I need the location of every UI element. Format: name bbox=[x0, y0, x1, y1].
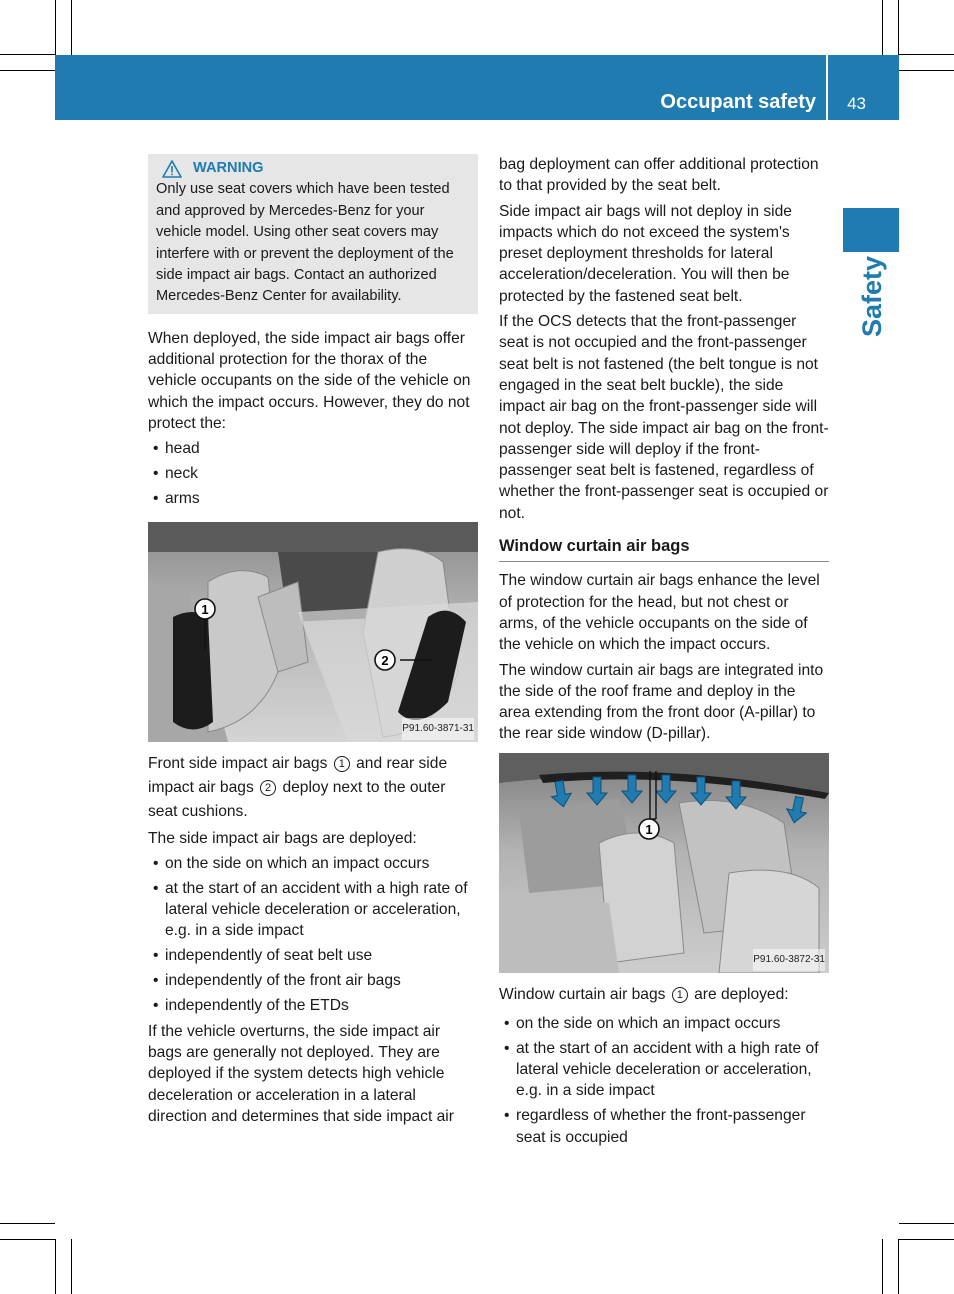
section-title: Occupant safety bbox=[660, 91, 816, 113]
left-column bbox=[148, 154, 478, 1131]
warning-triangle-icon bbox=[162, 160, 182, 178]
list-item: • head bbox=[148, 438, 478, 459]
caption-part: are deployed: bbox=[694, 985, 789, 1003]
crop-mark bbox=[0, 70, 55, 71]
figure-code: P91.60-3872-31 bbox=[753, 949, 825, 970]
list-item: • neck bbox=[148, 463, 478, 484]
callout-1-label: 1 bbox=[201, 601, 209, 617]
caption-part: Front side impact air bags bbox=[148, 754, 328, 772]
list-item: • on the side on which an impact occurs bbox=[499, 1013, 829, 1034]
header-bar bbox=[55, 55, 899, 120]
crop-mark bbox=[0, 1223, 55, 1224]
callout-1-label: 1 bbox=[645, 821, 653, 837]
page-number: 43 bbox=[847, 94, 866, 113]
list-item: • independently of seat belt use bbox=[148, 945, 478, 966]
right-column bbox=[499, 154, 829, 1152]
side-airbag-illustration bbox=[148, 522, 478, 742]
curtain-paragraph-1: The window curtain air bags enhance the level of protection for the head, but not chest or arms, of the vehicle occupants on the side of the vehicle on which the impact occurs. bbox=[499, 572, 820, 654]
threshold-paragraph: Side impact air bags will not deploy in side impacts which do not exceed the system's preset deployment thresholds for lateral acceleration/deceleration. You will then be protected by the fastened seat belt. bbox=[499, 202, 792, 305]
side-tab-label: Safety bbox=[857, 255, 887, 337]
callout-1-ref: 1 bbox=[672, 987, 688, 1003]
warning-text: Only use seat covers which have been tested and approved by Mercedes-Benz for your vehicle model. Using other seat covers may interfere with or prevent the deployment of the side impact air bags. Contact an authorized Mercedes-Benz Center for availability. bbox=[156, 181, 454, 305]
side-airbag-figure bbox=[148, 522, 478, 742]
crop-mark bbox=[899, 1239, 954, 1240]
side-tab bbox=[843, 208, 899, 252]
list-item: • at the start of an accident with a high rate of lateral vehicle deceleration or acceleration, e.g. in a side impact bbox=[148, 878, 478, 942]
callout-1-ref: 1 bbox=[334, 756, 350, 772]
ocs-paragraph: If the OCS detects that the front-passenger seat is not occupied and the front-passenger seat belt is not fastened (the belt tongue is not engaged in the seat belt buckle), the side impact air bag on the front-passenger side will not deploy. The side impact air bag on the front-passenger side will deploy if the front-passenger seat belt is fastened, regardless of whether the front-passenger seat is occupied or not. bbox=[499, 313, 829, 522]
curtain-airbag-illustration bbox=[499, 753, 829, 973]
list-item: • independently of the front air bags bbox=[148, 970, 478, 991]
section-heading: Window curtain air bags bbox=[499, 536, 829, 562]
crop-mark bbox=[898, 1239, 899, 1294]
crop-mark bbox=[0, 54, 55, 55]
curtain-deployed-list bbox=[499, 1013, 829, 1148]
crop-mark bbox=[898, 0, 899, 55]
figure-caption bbox=[499, 983, 829, 1007]
caption-part: and rear side impact air bags bbox=[148, 754, 448, 796]
curtain-paragraph-2: The window curtain air bags are integrated into the side of the roof frame and deploy in the area extending from the front door (A-pillar) to the rear side window (D-pillar). bbox=[499, 661, 824, 743]
warning-box bbox=[148, 154, 478, 314]
figure-caption bbox=[148, 752, 478, 824]
crop-mark bbox=[899, 1223, 954, 1224]
warning-header bbox=[156, 158, 470, 179]
list-item: • independently of the ETDs bbox=[148, 995, 478, 1016]
deployed-intro: The side impact air bags are deployed: bbox=[148, 829, 417, 847]
list-item: • arms bbox=[148, 488, 478, 509]
crop-mark bbox=[899, 70, 954, 71]
not-protected-list bbox=[148, 438, 478, 509]
header-divider bbox=[826, 55, 828, 120]
crop-mark bbox=[71, 1239, 72, 1294]
crop-mark bbox=[0, 1239, 55, 1240]
list-item: • at the start of an accident with a high rate of lateral vehicle deceleration or acceleration, e.g. in a side impact bbox=[499, 1038, 829, 1102]
crop-mark bbox=[882, 0, 883, 55]
crop-mark bbox=[55, 0, 56, 55]
caption-part: Window curtain air bags bbox=[499, 985, 666, 1003]
intro-paragraph: When deployed, the side impact air bags offer additional protection for the thorax of the vehicle occupants on the side of the vehicle on which the impact occurs. However, they do not protect the: bbox=[148, 329, 471, 433]
callout-2-label: 2 bbox=[381, 652, 389, 668]
continuation-paragraph: bag deployment can offer additional protection to that provided by the seat belt. bbox=[499, 156, 819, 195]
overturn-paragraph: If the vehicle overturns, the side impact air bags are generally not deployed. They are deployed if the system detects high vehicle deceleration or acceleration in a lateral direction and determines that side impact air bbox=[148, 1022, 454, 1125]
figure-code: P91.60-3871-31 bbox=[402, 718, 474, 739]
crop-mark bbox=[55, 1239, 56, 1294]
list-item: • regardless of whether the front-passenger seat is occupied bbox=[499, 1105, 829, 1148]
crop-mark bbox=[899, 54, 954, 55]
warning-title: WARNING bbox=[193, 160, 264, 176]
crop-mark bbox=[882, 1239, 883, 1294]
crop-mark bbox=[71, 0, 72, 55]
list-item: • on the side on which an impact occurs bbox=[148, 853, 478, 874]
caption-part: deploy next to the outer seat cushions. bbox=[148, 778, 446, 820]
callout-2-ref: 2 bbox=[260, 780, 276, 796]
deployed-list bbox=[148, 853, 478, 1017]
curtain-airbag-figure bbox=[499, 753, 829, 973]
